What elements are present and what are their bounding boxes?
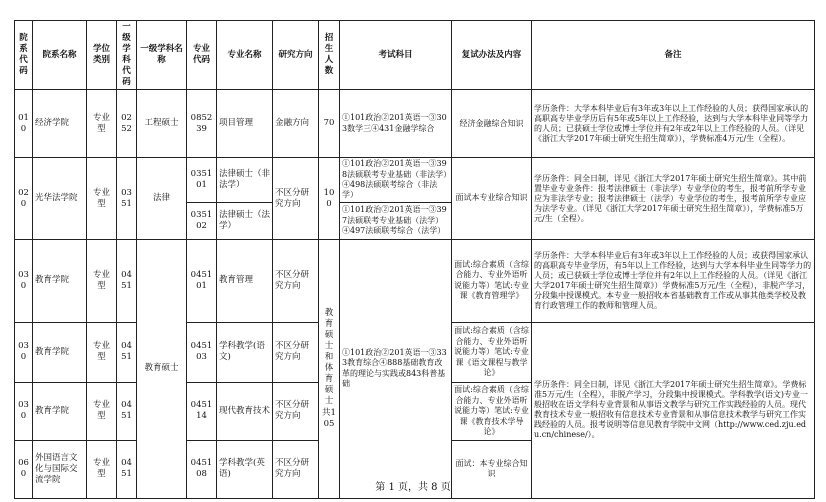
research-cell: 金融方向 xyxy=(273,90,319,158)
header-retest: 复试办法及内容 xyxy=(452,21,532,90)
research-cell: 不区分研究方向 xyxy=(273,158,319,240)
major-name-cell: 法律硕士（法学） xyxy=(217,202,273,239)
header-note: 备注 xyxy=(532,21,815,90)
discipline-code-cell: 0451 xyxy=(117,440,137,498)
header-major-code: 专业代码 xyxy=(187,21,217,90)
exam-cell: ①101政治②201英语一③397法硕联考专业基础（法学）④497法硕联考综合（法学） xyxy=(340,202,452,239)
dept-name-cell: 教育学院 xyxy=(33,382,87,440)
header-discipline-name: 一级学科名称 xyxy=(137,21,187,90)
discipline-code-cell: 0451 xyxy=(117,382,137,440)
major-name-cell: 学科教学(英语) xyxy=(217,440,273,498)
degree-type-cell: 专业型 xyxy=(87,322,117,382)
dept-code-cell: 020 xyxy=(15,158,33,240)
major-code-cell: 045101 xyxy=(187,239,217,322)
dept-code-cell: 030 xyxy=(15,322,33,382)
dept-name-cell: 经济学院 xyxy=(33,90,87,158)
quota-cell: 70 xyxy=(319,90,340,158)
table-row xyxy=(15,158,815,203)
discipline-name-cell: 教育硕士 xyxy=(137,239,187,498)
discipline-code-cell: 0252 xyxy=(117,90,137,158)
research-cell: 不区分研究方向 xyxy=(273,239,319,322)
dept-name-cell: 教育学院 xyxy=(33,239,87,322)
header-exam: 考试科目 xyxy=(340,21,452,90)
note-cell: 学历条件：同全日制，详见《浙江大学2017年硕士研究生招生简章》。学费标准5万元/生（全程），非脱产学习，分段集中授课模式。学科教学(语文)专业一般招收在语文学科专业背景和从事语文教学与研究工作实践经验的人员。现代教育技术专业一般招收有信息技术专业背景和从事信息技术教学与研究工作实践经验的人员。报考说明等信息见教育学院中文网（http://www.ced.zju.edu.cn/chinese/）。 xyxy=(532,322,815,498)
dept-code-cell: 060 xyxy=(15,440,33,498)
major-code-cell: 045103 xyxy=(187,322,217,382)
page-footer: 第 1 页，共 8 页 xyxy=(375,482,451,493)
header-discipline-code: 一级学科代码 xyxy=(117,21,137,90)
major-code-cell: 035102 xyxy=(187,202,217,239)
exam-cell: ①101政治②201英语一③398法硕联考专业基础（非法学）④498法硕联考综合（非法学） xyxy=(340,158,452,203)
header-dept-name: 院系名称 xyxy=(33,21,87,90)
header-major-name: 专业名称 xyxy=(217,21,273,90)
degree-type-cell: 专业型 xyxy=(87,239,117,322)
header-dept-code: 院系代码 xyxy=(15,21,33,90)
degree-type-cell: 专业型 xyxy=(87,382,117,440)
major-code-cell: 045114 xyxy=(187,382,217,440)
degree-type-cell: 专业型 xyxy=(87,90,117,158)
dept-name-cell: 外国语言文化与国际交流学院 xyxy=(33,440,87,498)
table-row xyxy=(15,239,815,322)
research-cell: 不区分研究方向 xyxy=(273,322,319,382)
quota-cell: 教育硕士和体育硕士共105 xyxy=(319,239,340,498)
retest-cell: 经济金融综合知识 xyxy=(452,90,532,158)
major-name-cell: 项目管理 xyxy=(217,90,273,158)
note-cell: 学历条件：大学本科毕业后有3年或3年以上工作经验的人员；或获得国家承认的高职高专毕业学历，有5年以上工作经验，达到与大学本科毕业生同等学力的人员；或已获硕士学位或博士学位并有2年以上工作经验的人员。（详见《浙江大学2017年硕士研究生招生简章》）学费标准5万元/生（全程），非脱产学习，分段集中授课模式。本专业一般招收本省基础教育工作或从事其他类学校及教育行政管理工作的教师和管理人员。 xyxy=(532,239,815,322)
retest-cell: 面试:综合素质（含综合能力、专业外语听说能力等）笔试:专业课《语文课程与教学论》 xyxy=(452,322,532,382)
major-name-cell: 教育管理 xyxy=(217,239,273,322)
header-row xyxy=(15,21,815,90)
retest-cell: 面试：本专业综合知识 xyxy=(452,440,532,498)
research-cell: 不区分研究方向 xyxy=(273,382,319,440)
major-code-cell: 045108 xyxy=(187,440,217,498)
major-name-cell: 现代教育技术 xyxy=(217,382,273,440)
discipline-code-cell: 0451 xyxy=(117,322,137,382)
header-research: 研究方向 xyxy=(273,21,319,90)
retest-cell: 面试:综合素质（含综合能力、专业外语听说能力等）笔试:专业课《教育技术学导论》 xyxy=(452,382,532,440)
header-degree-type: 学位类别 xyxy=(87,21,117,90)
dept-name-cell: 教育学院 xyxy=(33,322,87,382)
major-name-cell: 法律硕士（非法学） xyxy=(217,158,273,203)
exam-cell: ①101政治②201英语一③333教育综合④888基础教育改革的理论与实践或843科普基础 xyxy=(340,239,452,498)
research-cell: 不区分研究方向 xyxy=(273,440,319,498)
discipline-code-cell: 0451 xyxy=(117,239,137,322)
dept-name-cell: 光华法学院 xyxy=(33,158,87,240)
discipline-code-cell: 0351 xyxy=(117,158,137,240)
note-cell: 学历条件：大学本科毕业后有3年或3年以上工作经验的人员；获得国家承认的高职高专毕业学历后有5年或5年以上工作经验，达到与大学本科毕业同等学力的人员；已获硕士学位或博士学位并有2年或2年以上工作经验的人员。（详见《浙江大学2017年硕士研究生招生简章》），学费标准4万元/生（全程）。 xyxy=(532,90,815,158)
admissions-table xyxy=(14,20,815,499)
dept-code-cell: 010 xyxy=(15,90,33,158)
degree-type-cell: 专业型 xyxy=(87,158,117,240)
retest-cell: 面试本专业综合知识 xyxy=(452,158,532,240)
header-quota: 招生人数 xyxy=(319,21,340,90)
dept-code-cell: 030 xyxy=(15,382,33,440)
discipline-name-cell: 工程硕士 xyxy=(137,90,187,158)
exam-cell: ①101政治②201英语一③303数学三④431金融学综合 xyxy=(340,90,452,158)
dept-code-cell: 030 xyxy=(15,239,33,322)
major-code-cell: 035101 xyxy=(187,158,217,203)
discipline-name-cell: 法律 xyxy=(137,158,187,240)
table-row xyxy=(15,90,815,158)
major-name-cell: 学科教学(语文) xyxy=(217,322,273,382)
degree-type-cell: 专业型 xyxy=(87,440,117,498)
note-cell: 学历条件：同全日制，详见《浙江大学2017年硕士研究生招生简章》。其中前置毕业专业条件：报考法律硕士（非法学）专业学位的考生，报考前所学专业应为非法学专业；报考法律硕士（法学）专业学位的考生，报考前所学专业应为法学专业。（详见《浙江大学2017年硕士研究生招生简章》），学费标准5万元/生（全程）。 xyxy=(532,158,815,240)
quota-cell: 100 xyxy=(319,158,340,240)
retest-cell: 面试:综合素质（含综合能力、专业外语听说能力等）笔试:专业课《教育管理学》 xyxy=(452,239,532,322)
major-code-cell: 085239 xyxy=(187,90,217,158)
